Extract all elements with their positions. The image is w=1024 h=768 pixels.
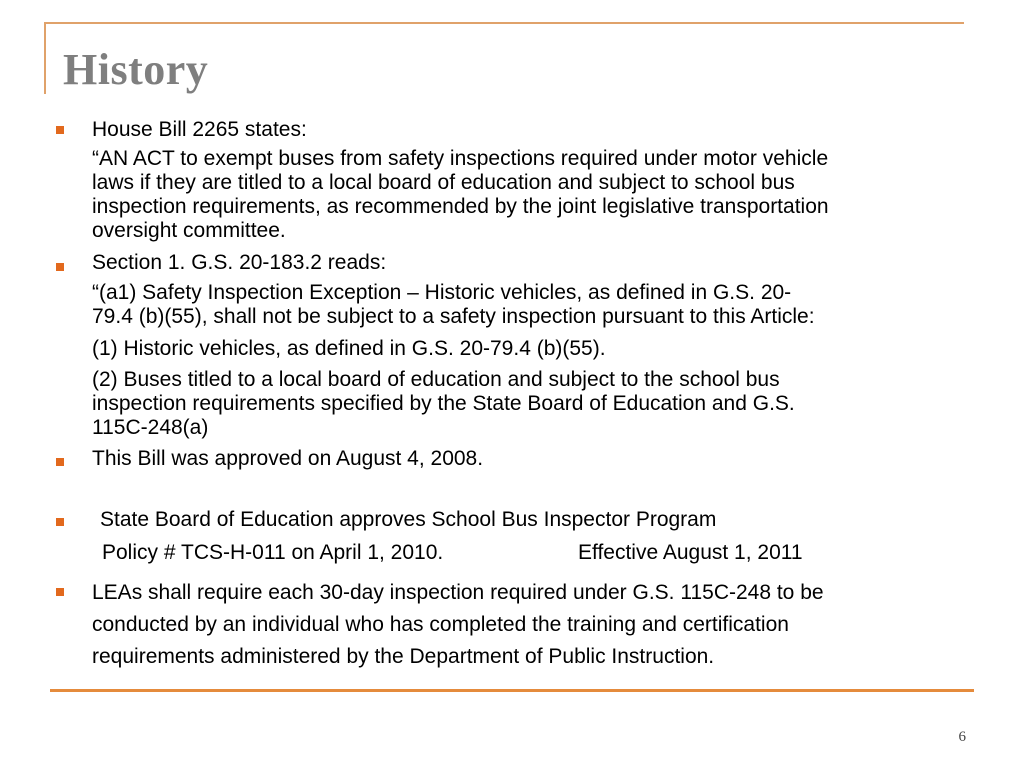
quote-line: oversight committee. (92, 219, 286, 242)
effective-date-text: Effective August 1, 2011 (578, 541, 803, 564)
bullet-1-text: House Bill 2265 states: (92, 118, 307, 141)
bullet-4-text: State Board of Education approves School Bus Inspector Program (100, 508, 717, 531)
bullet-icon (56, 126, 64, 134)
slide-title: History (63, 45, 209, 94)
bullet-icon (56, 263, 64, 271)
section-a1-text (92, 281, 997, 329)
bullet-icon (56, 458, 64, 466)
bullet-3-text: This Bill was approved on August 4, 2008. (92, 447, 484, 470)
a1-line: 79.4 (b)(55), shall not be subject to a safety inspection pursuant to this Article: (92, 305, 815, 328)
quote-line: inspection requirements, as recommended by the joint legislative transportation (92, 195, 829, 218)
bullet-icon (56, 588, 64, 596)
bullet-5-line: requirements administered by the Department of Public Instruction. (92, 645, 715, 668)
page-number: 6 (958, 729, 966, 745)
bullet-5-text (92, 577, 997, 673)
bottom-rule (50, 689, 974, 692)
item-2-line: 115C-248(a) (92, 416, 209, 439)
item-2-text (92, 368, 997, 440)
bullet-icon (56, 518, 64, 526)
quote-line: laws if they are titled to a local board of education and subject to school bus (92, 171, 795, 194)
bullet-2-text: Section 1. G.S. 20-183.2 reads: (92, 251, 387, 274)
bullet-5-line: conducted by an individual who has completed the training and certification (92, 613, 789, 636)
bullet-5-line: LEAs shall require each 30-day inspection required under G.S. 115C-248 to be (92, 581, 824, 604)
item-2-line: inspection requirements specified by the State Board of Education and G.S. (92, 392, 795, 415)
bullet-1-quote (92, 147, 997, 243)
policy-text: Policy # TCS-H-011 on April 1, 2010. (102, 541, 444, 564)
quote-line: “AN ACT to exempt buses from safety inspections required under motor vehicle (92, 147, 829, 170)
item-1-text: (1) Historic vehicles, as defined in G.S. 20-79.4 (b)(55). (92, 337, 606, 360)
a1-line: “(a1) Safety Inspection Exception – Historic vehicles, as defined in G.S. 20- (92, 281, 792, 304)
item-2-line: (2) Buses titled to a local board of education and subject to the school bus (92, 368, 780, 391)
